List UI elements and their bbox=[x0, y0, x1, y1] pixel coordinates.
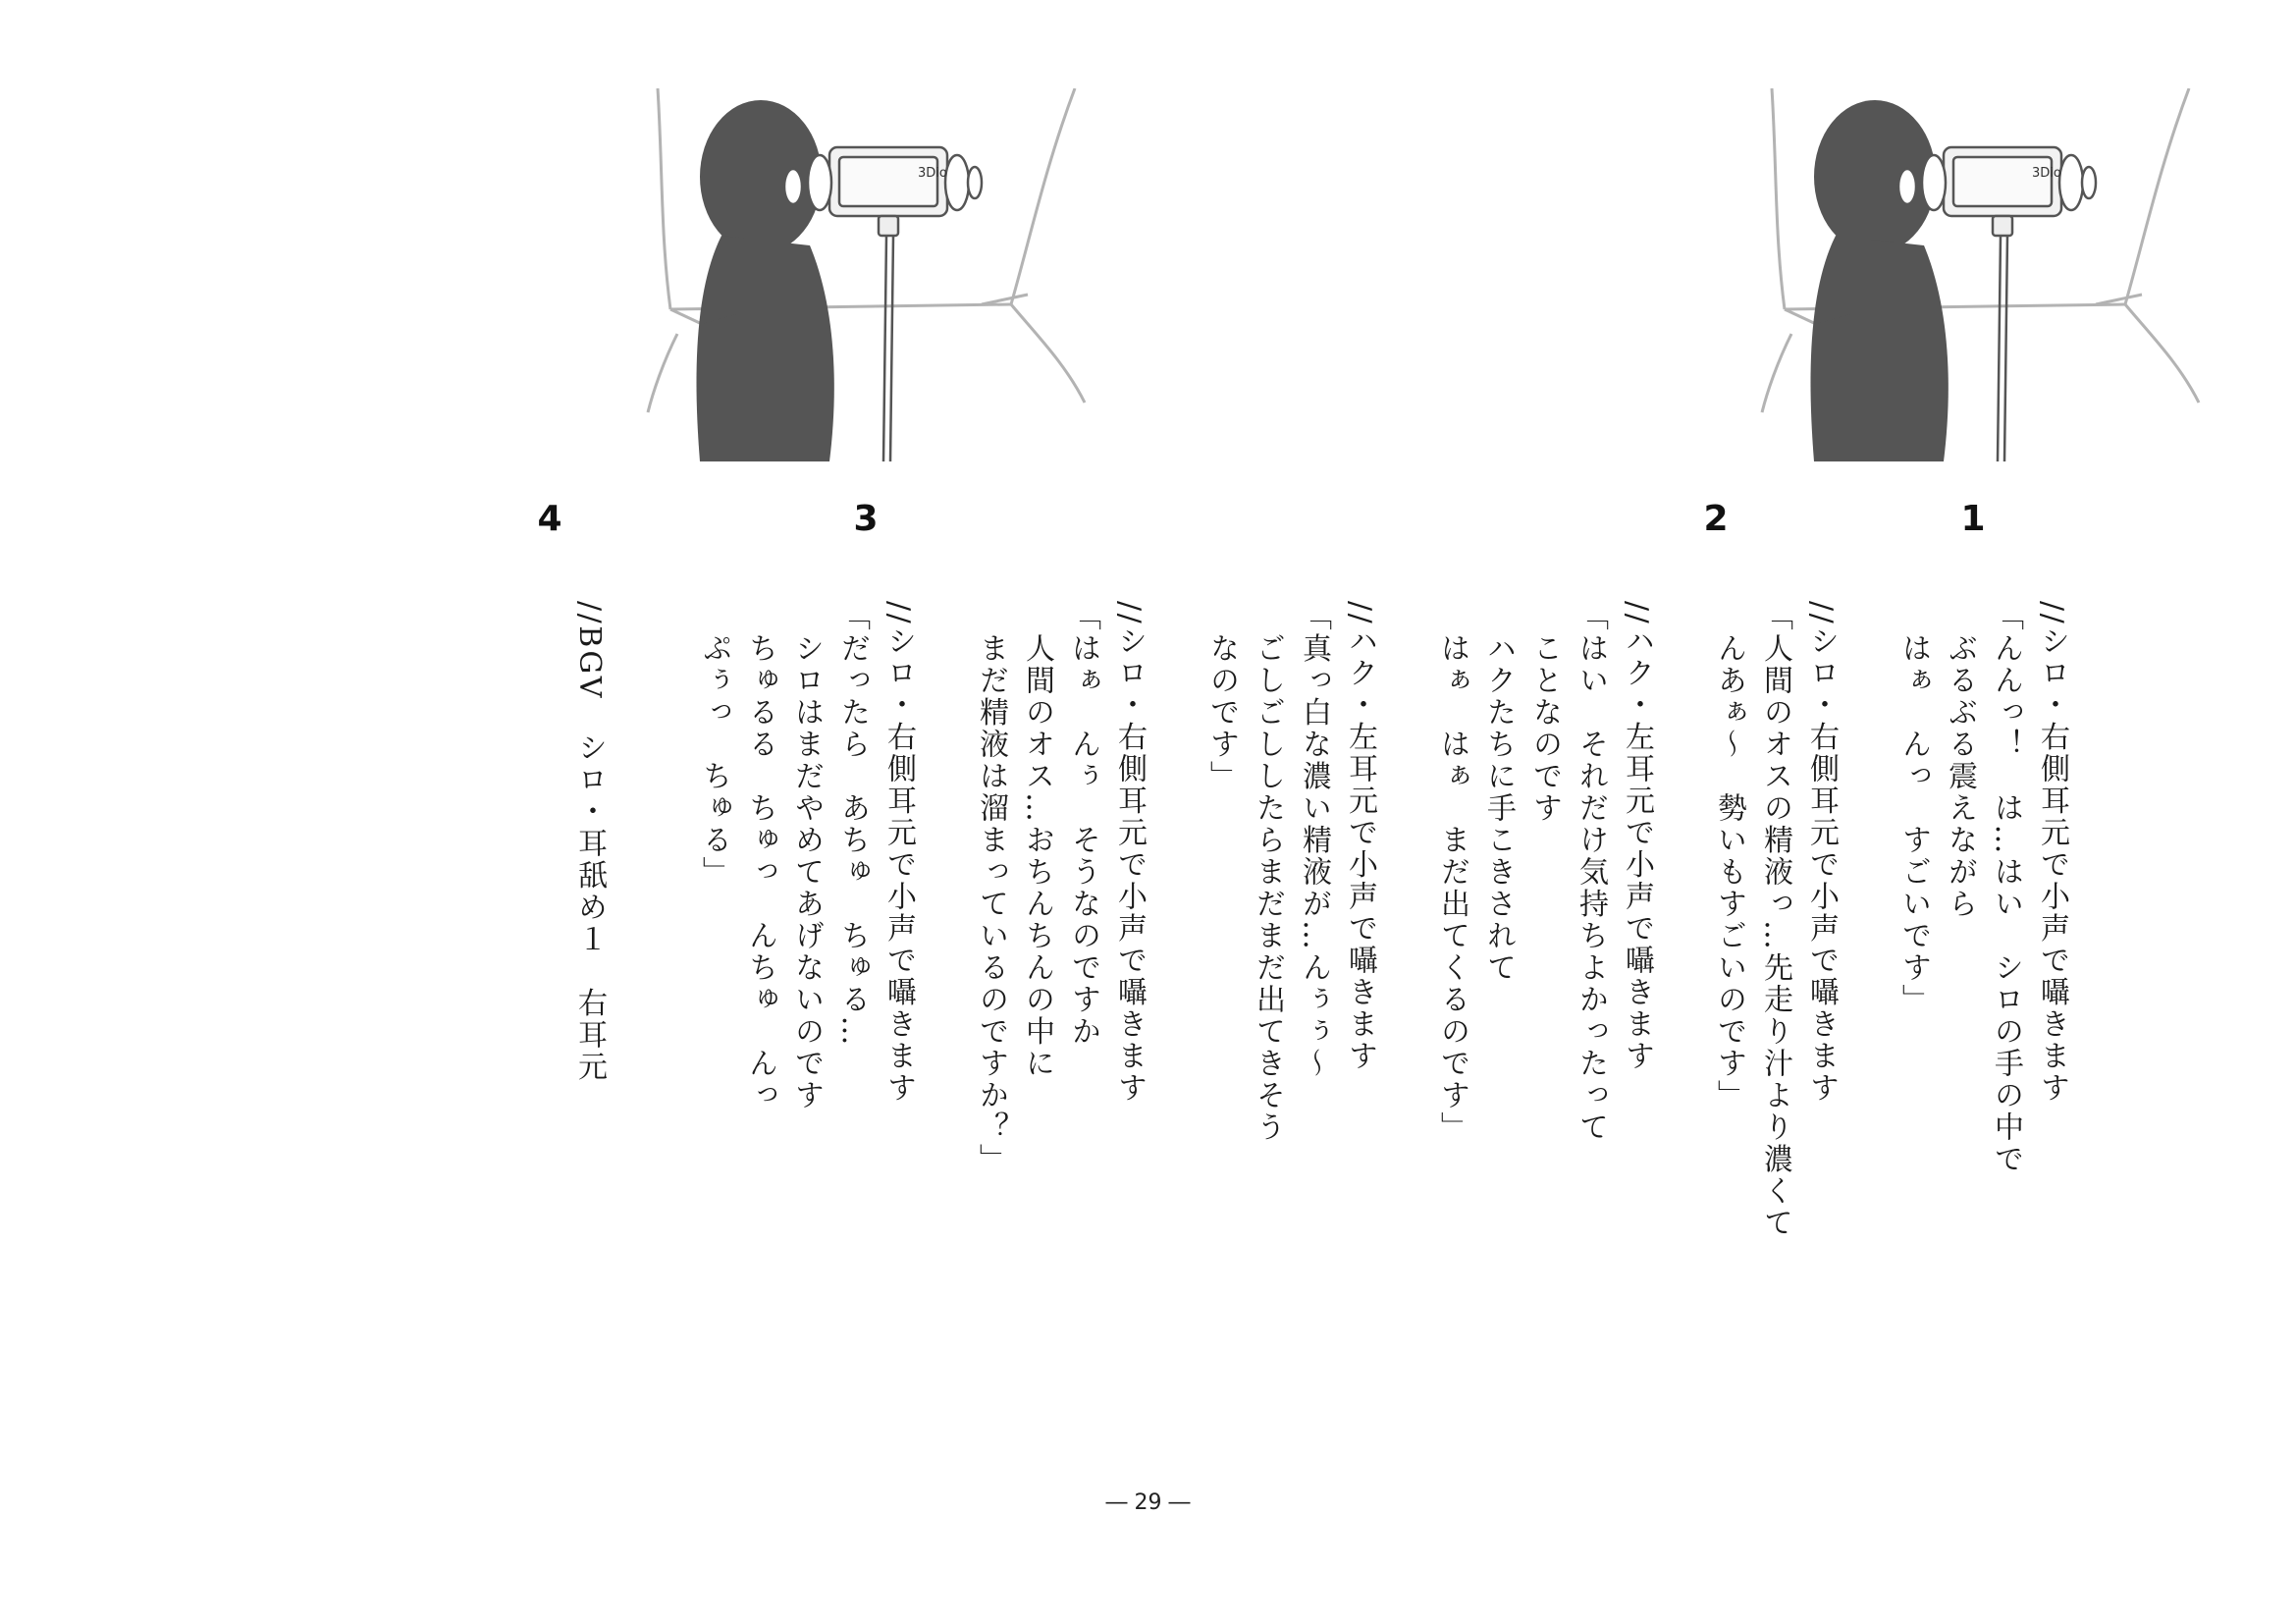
dialogue-line: ちゅるる ちゅっ んちゅ んっ bbox=[743, 601, 777, 1111]
recording-booth-drawing bbox=[1757, 88, 2218, 491]
dialogue-line: んあぁ～ 勢いもすごいのです」 bbox=[1712, 601, 1746, 1111]
dialogue-line: 「んんっ！ は…はい シロの手の中で bbox=[1989, 601, 2023, 1175]
section-number-3: 3 bbox=[853, 499, 879, 539]
dialogue-line: 「はい それだけ気持ちよかったって bbox=[1574, 601, 1608, 1144]
line-gap bbox=[922, 601, 968, 1308]
dialogue-line: 「はぁ んぅ そうなのですか bbox=[1066, 601, 1100, 1048]
mic-brand-label: 3Dio bbox=[2032, 166, 2061, 181]
stage-direction: //ハク・左耳元で小声で囁きます bbox=[1620, 601, 1654, 1073]
dialogue-line: シロはまだやめてあげないのです bbox=[789, 601, 824, 1111]
dialogue-line: ごしごししたらまだまだ出てきそう bbox=[1251, 601, 1285, 1144]
listener-silhouette bbox=[696, 100, 833, 461]
illustration-binaural-setup-left bbox=[643, 88, 1104, 491]
line-gap bbox=[1152, 601, 1199, 1308]
line-gap bbox=[1844, 601, 1891, 1308]
dialogue-line: まだ精液は溜まっているのですか？」 bbox=[974, 601, 1008, 1175]
script-body bbox=[566, 601, 2075, 1308]
dialogue-line: ことなのです bbox=[1527, 601, 1562, 825]
stage-direction: //シロ・右側耳元で小声で囁きます bbox=[1112, 601, 1147, 1105]
section-number-4: 4 bbox=[537, 499, 562, 539]
dialogue-line: 人間のオス…おちんちんの中に bbox=[1020, 601, 1054, 1080]
section-number-2: 2 bbox=[1703, 499, 1729, 539]
page-number: ― 29 ― bbox=[1105, 1490, 1191, 1515]
dialogue-line: ぷぅっ ちゅる」 bbox=[697, 601, 731, 889]
stage-direction: //シロ・右側耳元で小声で囁きます bbox=[2035, 601, 2069, 1105]
section-number-1: 1 bbox=[1960, 499, 1986, 539]
dialogue-line: 「だったら あちゅ ちゅる… bbox=[835, 601, 870, 1048]
stage-direction: //シロ・右側耳元で小声で囁きます bbox=[1804, 601, 1839, 1105]
line-gap bbox=[1383, 601, 1429, 1308]
dialogue-line: ぶるぶる震えながら bbox=[1943, 601, 1977, 920]
recording-booth-drawing bbox=[643, 88, 1104, 491]
dialogue-line: ハクたちに手こきされて bbox=[1481, 601, 1516, 984]
dialogue-line: 「真っ白な濃い精液が…んぅぅ～ bbox=[1297, 601, 1331, 1080]
illustration-binaural-setup-right bbox=[1757, 88, 2218, 491]
line-gap bbox=[613, 601, 691, 1308]
stage-direction: //シロ・右側耳元で小声で囁きます bbox=[881, 601, 916, 1105]
mic-brand-label: 3Dio bbox=[918, 166, 947, 181]
dialogue-line: なのです」 bbox=[1204, 601, 1239, 792]
listener-silhouette bbox=[1810, 100, 1948, 461]
dialogue-line: はぁ はぁ まだ出てくるのです」 bbox=[1435, 601, 1469, 1144]
line-gap bbox=[1660, 601, 1706, 1308]
bgv-direction: //BGV シロ・耳舐め１ 右耳元 bbox=[572, 601, 607, 1083]
stage-direction: //ハク・左耳元で小声で囁きます bbox=[1343, 601, 1377, 1073]
dialogue-line: はぁ んっ すごいです」 bbox=[1896, 601, 1931, 1016]
dialogue-line: 「人間のオスの精液っ…先走り汁より濃くて bbox=[1758, 601, 1792, 1239]
